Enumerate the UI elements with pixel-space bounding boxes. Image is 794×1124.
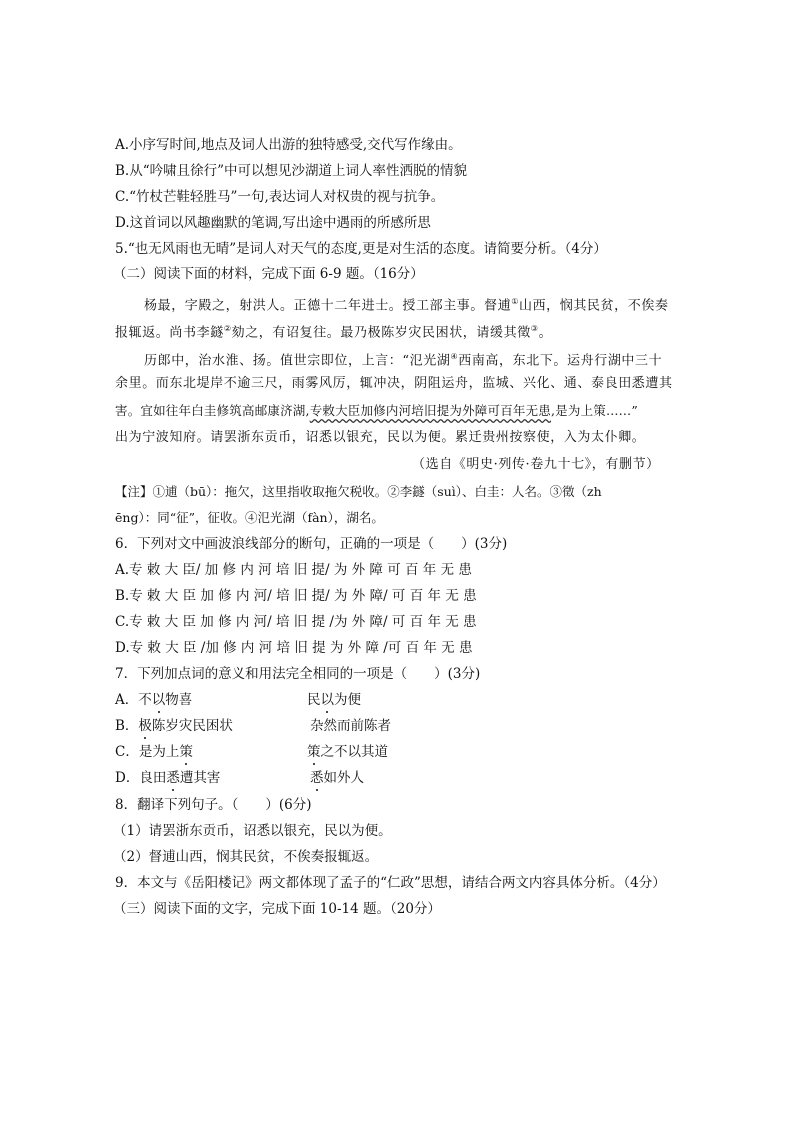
q4-option-b: B.从“吟啸且徐行”中可以想见沙湖道上词人率性洒脱的情貌	[115, 163, 468, 179]
option-text: 良田	[139, 770, 167, 786]
q8-item-1: （1）请罢浙东贡币，诏悉以银充，民以为便。	[113, 823, 392, 839]
option-text: 不	[138, 692, 152, 708]
section-2-header: （二）阅读下面的材料，完成下面 6-9 题。（16分）	[113, 266, 424, 282]
footnote-mark: ①	[511, 297, 519, 306]
q6-option-c: C.专 敕 大 臣 加 修 内 河/ 培 旧 提 /为 外 障/ 可 百 年 无 患	[115, 614, 477, 630]
q4-option-a: A.小序写时间,地点及词人出游的独特感受,交代写作缘由。	[115, 137, 462, 153]
option-text: 之不以其道	[320, 744, 388, 760]
question-7-stem: 7．下列加点词的意义和用法完全相同的一项是（ ）(3分)	[115, 666, 481, 682]
dotted-word: 悉	[310, 770, 324, 786]
option-label: C．	[115, 744, 139, 760]
dotted-word: 以	[151, 692, 166, 708]
option-text: 物喜	[165, 692, 193, 708]
q8-item-2: （2）督逋山西，悯其民贫，不俟奏报辄返。	[113, 849, 379, 865]
dotted-word: 极	[138, 718, 152, 734]
option-label: B．	[115, 718, 139, 734]
passage-text: 。	[538, 325, 553, 341]
footnote-mark: ③	[530, 324, 539, 333]
q7-option-d-right	[310, 769, 364, 787]
option-text: 遭其害	[179, 770, 221, 786]
q7-option-b-right	[310, 717, 391, 735]
passage-p1-line2	[115, 320, 552, 342]
option-text: 杂然而前陈者	[310, 718, 391, 734]
q4-option-d: D.这首词以风趣幽默的笔调,写出途中遇雨的所感所思	[115, 215, 431, 231]
section-3-header: （三）阅读下面的文字，完成下面 10-14 题。（20分）	[113, 901, 441, 917]
option-text: 为便	[334, 692, 361, 708]
footnote-mark: ④	[450, 352, 459, 361]
q7-option-c-right	[307, 743, 388, 761]
notes-line1: 【注】①逋（bū）：拖欠，这里指收取拖欠税收。②李鐩（suì）、白圭：人名。③徵（zh	[115, 484, 602, 499]
passage-text: 劾之，有诏复往。最乃极陈岁灾民困状，请缓其徵	[231, 325, 531, 341]
passage-p1-line1	[144, 293, 669, 315]
q7-option-a-left	[115, 691, 192, 709]
q7-option-b-left	[115, 717, 233, 735]
passage-text: 杨最，字殿之，射洪人。正德十二年进士。授工部主事。督逋	[144, 298, 512, 314]
q7-option-a-right	[307, 691, 361, 709]
footnote-mark: ②	[223, 324, 232, 333]
passage-source: （选自《明史·列传·卷九十七》，有删节）	[412, 457, 660, 472]
q7-option-d-left	[115, 769, 220, 787]
question-8-stem: 8．翻译下列句子。（ ）(6分)	[115, 797, 312, 813]
passage-text: 历郎中，治水淮、扬。值世宗即位，上言：“氾光湖	[144, 353, 451, 369]
question-5: 5.“也无风雨也无晴”是词人对天气的态度,更是对生活的态度。请简要分析。（4分）	[115, 241, 607, 257]
passage-text: 报辄返。尚书李鐩	[115, 325, 224, 341]
question-6-stem: 6．下列对文中画波浪线部分的断句，正确的一项是（ ）(3分)	[115, 536, 508, 552]
q7-option-c-left	[115, 743, 193, 761]
dotted-word: 以	[320, 692, 334, 708]
q6-option-d: D.专 敕 大 臣 /加 修 内 河 培 旧 提 为 外 障 /可 百 年 无 患	[115, 640, 473, 656]
option-label: D．	[115, 770, 140, 786]
dotted-word: 策	[307, 744, 321, 760]
passage-p2-line2: 余里。而东北堤岸不逾三尺，雨雾风厉，辄冲决，阴阻运舟，监城、兴化、通、泰良田悉遭其	[115, 376, 673, 391]
option-text: 民	[307, 692, 321, 708]
passage-text: ,是为上策……”	[551, 403, 638, 418]
q4-option-c: C.“竹杖芒鞋轻胜马”一句,表达词人对权贵的视与抗争。	[115, 189, 445, 205]
option-text: 陈岁灾民困状	[151, 718, 233, 734]
option-text: 是为上	[138, 744, 180, 760]
dotted-word: 悉	[166, 770, 180, 786]
passage-p2-line1	[144, 348, 662, 370]
passage-p2-line4: 出为宁波知府。请罢浙东贡币，诏悉以银充，民以为便。累迁贵州按察使，入为太仆卿。	[115, 430, 646, 445]
passage-text: 山西，悯其民贫，不俟奏	[518, 298, 669, 314]
passage-text: 害。宜如往年白圭修筑高邮康济湖,	[115, 403, 310, 418]
passage-p2-line3	[115, 402, 638, 420]
dotted-word: 策	[179, 744, 193, 760]
q6-option-a: A.专 敕 大 臣/ 加 修 内 河 培 旧 提/ 为 外 障 可 百 年 无 患	[115, 562, 472, 578]
question-9: 9．本文与《岳阳楼记》两文都体现了孟子的“仁政”思想，请结合两文内容具体分析。（4分）	[115, 875, 666, 891]
option-label: A．	[115, 692, 139, 708]
passage-text: 西南高，东北下。运舟行湖中三十	[458, 353, 663, 369]
option-text: 如外人	[323, 770, 364, 786]
q6-option-b: B.专 敕 大 臣 加 修 内 河/ 培 旧 提/ 为 外 障/ 可 百 年 无 患	[115, 588, 477, 604]
notes-line2: ēng）：同“征”，征收。④氾光湖（fàn），湖名。	[115, 510, 384, 525]
wavy-underlined-text: 专敕大臣加修内河培旧提为外障可百年无患	[309, 403, 551, 418]
